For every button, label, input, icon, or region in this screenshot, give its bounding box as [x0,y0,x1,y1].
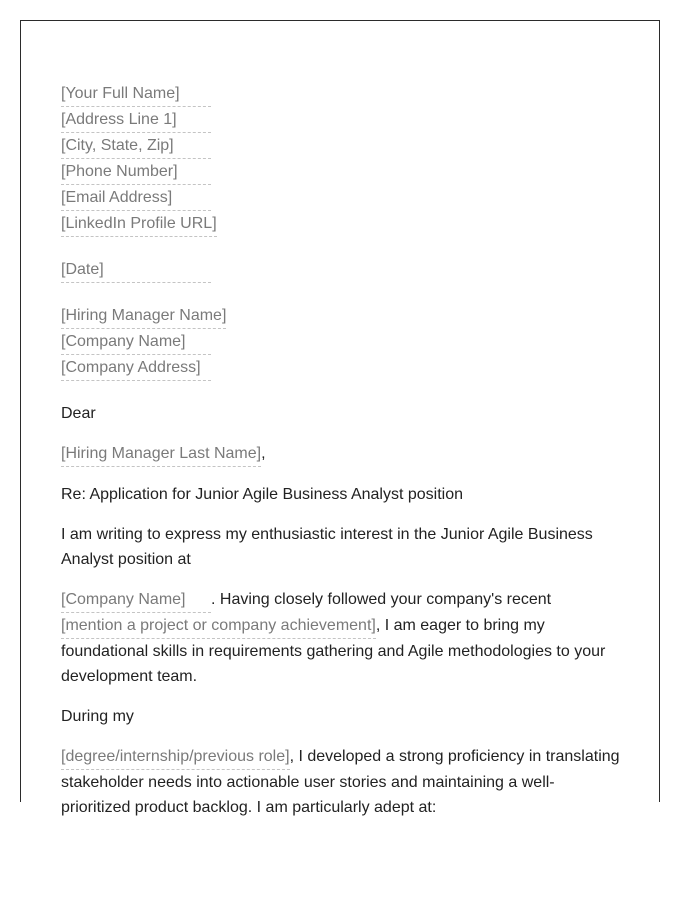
recipient-company-name-field[interactable]: [Company Name] [61,330,211,355]
salutation-comma: , [261,445,266,462]
sender-linkedin-field[interactable]: [LinkedIn Profile URL] [61,212,217,237]
paragraph-1: I am writing to express my enthusiastic interest in the Junior Agile Business Analyst position at [61,526,593,568]
salutation-line [61,441,621,467]
role-field[interactable]: [degree/internship/previous role] [61,745,290,770]
hiring-manager-name-field[interactable]: [Hiring Manager Name] [61,304,226,329]
sender-email-field[interactable]: [Email Address] [61,186,211,211]
recipient-company-address-field[interactable]: [Company Address] [61,356,211,381]
sender-city-state-zip-field[interactable]: [City, State, Zip] [61,134,211,159]
paragraph-4 [61,744,621,820]
paragraph-2-text-1: . Having closely followed your company's recent [211,591,552,608]
date-field[interactable]: [Date] [61,258,211,283]
date-block [61,257,621,283]
letter-page [20,20,660,816]
re-line: Re: Application for Junior Agile Business Analyst position [61,486,464,503]
sender-block [61,81,621,237]
recipient-block [61,303,621,381]
sender-address-line-1-field[interactable]: [Address Line 1] [61,108,211,133]
letter-content [61,81,621,820]
sender-phone-field[interactable]: [Phone Number] [61,160,211,185]
salutation-dear: Dear [61,405,96,422]
paragraph-4-text: , I developed a strong proficiency in translating stakeholder needs into actionable user stories and maintaining a well-prioritized product backlog. I am particularly adept at: [61,748,620,816]
hiring-manager-last-name-field[interactable]: [Hiring Manager Last Name] [61,442,261,467]
body-company-name-field[interactable]: [Company Name] [61,588,211,613]
paragraph-2 [61,587,621,689]
sender-full-name-field[interactable]: [Your Full Name] [61,82,211,107]
paragraph-2-text-2: , I am eager to bring my foundational skills in requirements gathering and Agile methodologies to your development team. [61,617,606,685]
paragraph-3: During my [61,708,134,725]
achievement-field[interactable]: [mention a project or company achievement] [61,614,376,639]
